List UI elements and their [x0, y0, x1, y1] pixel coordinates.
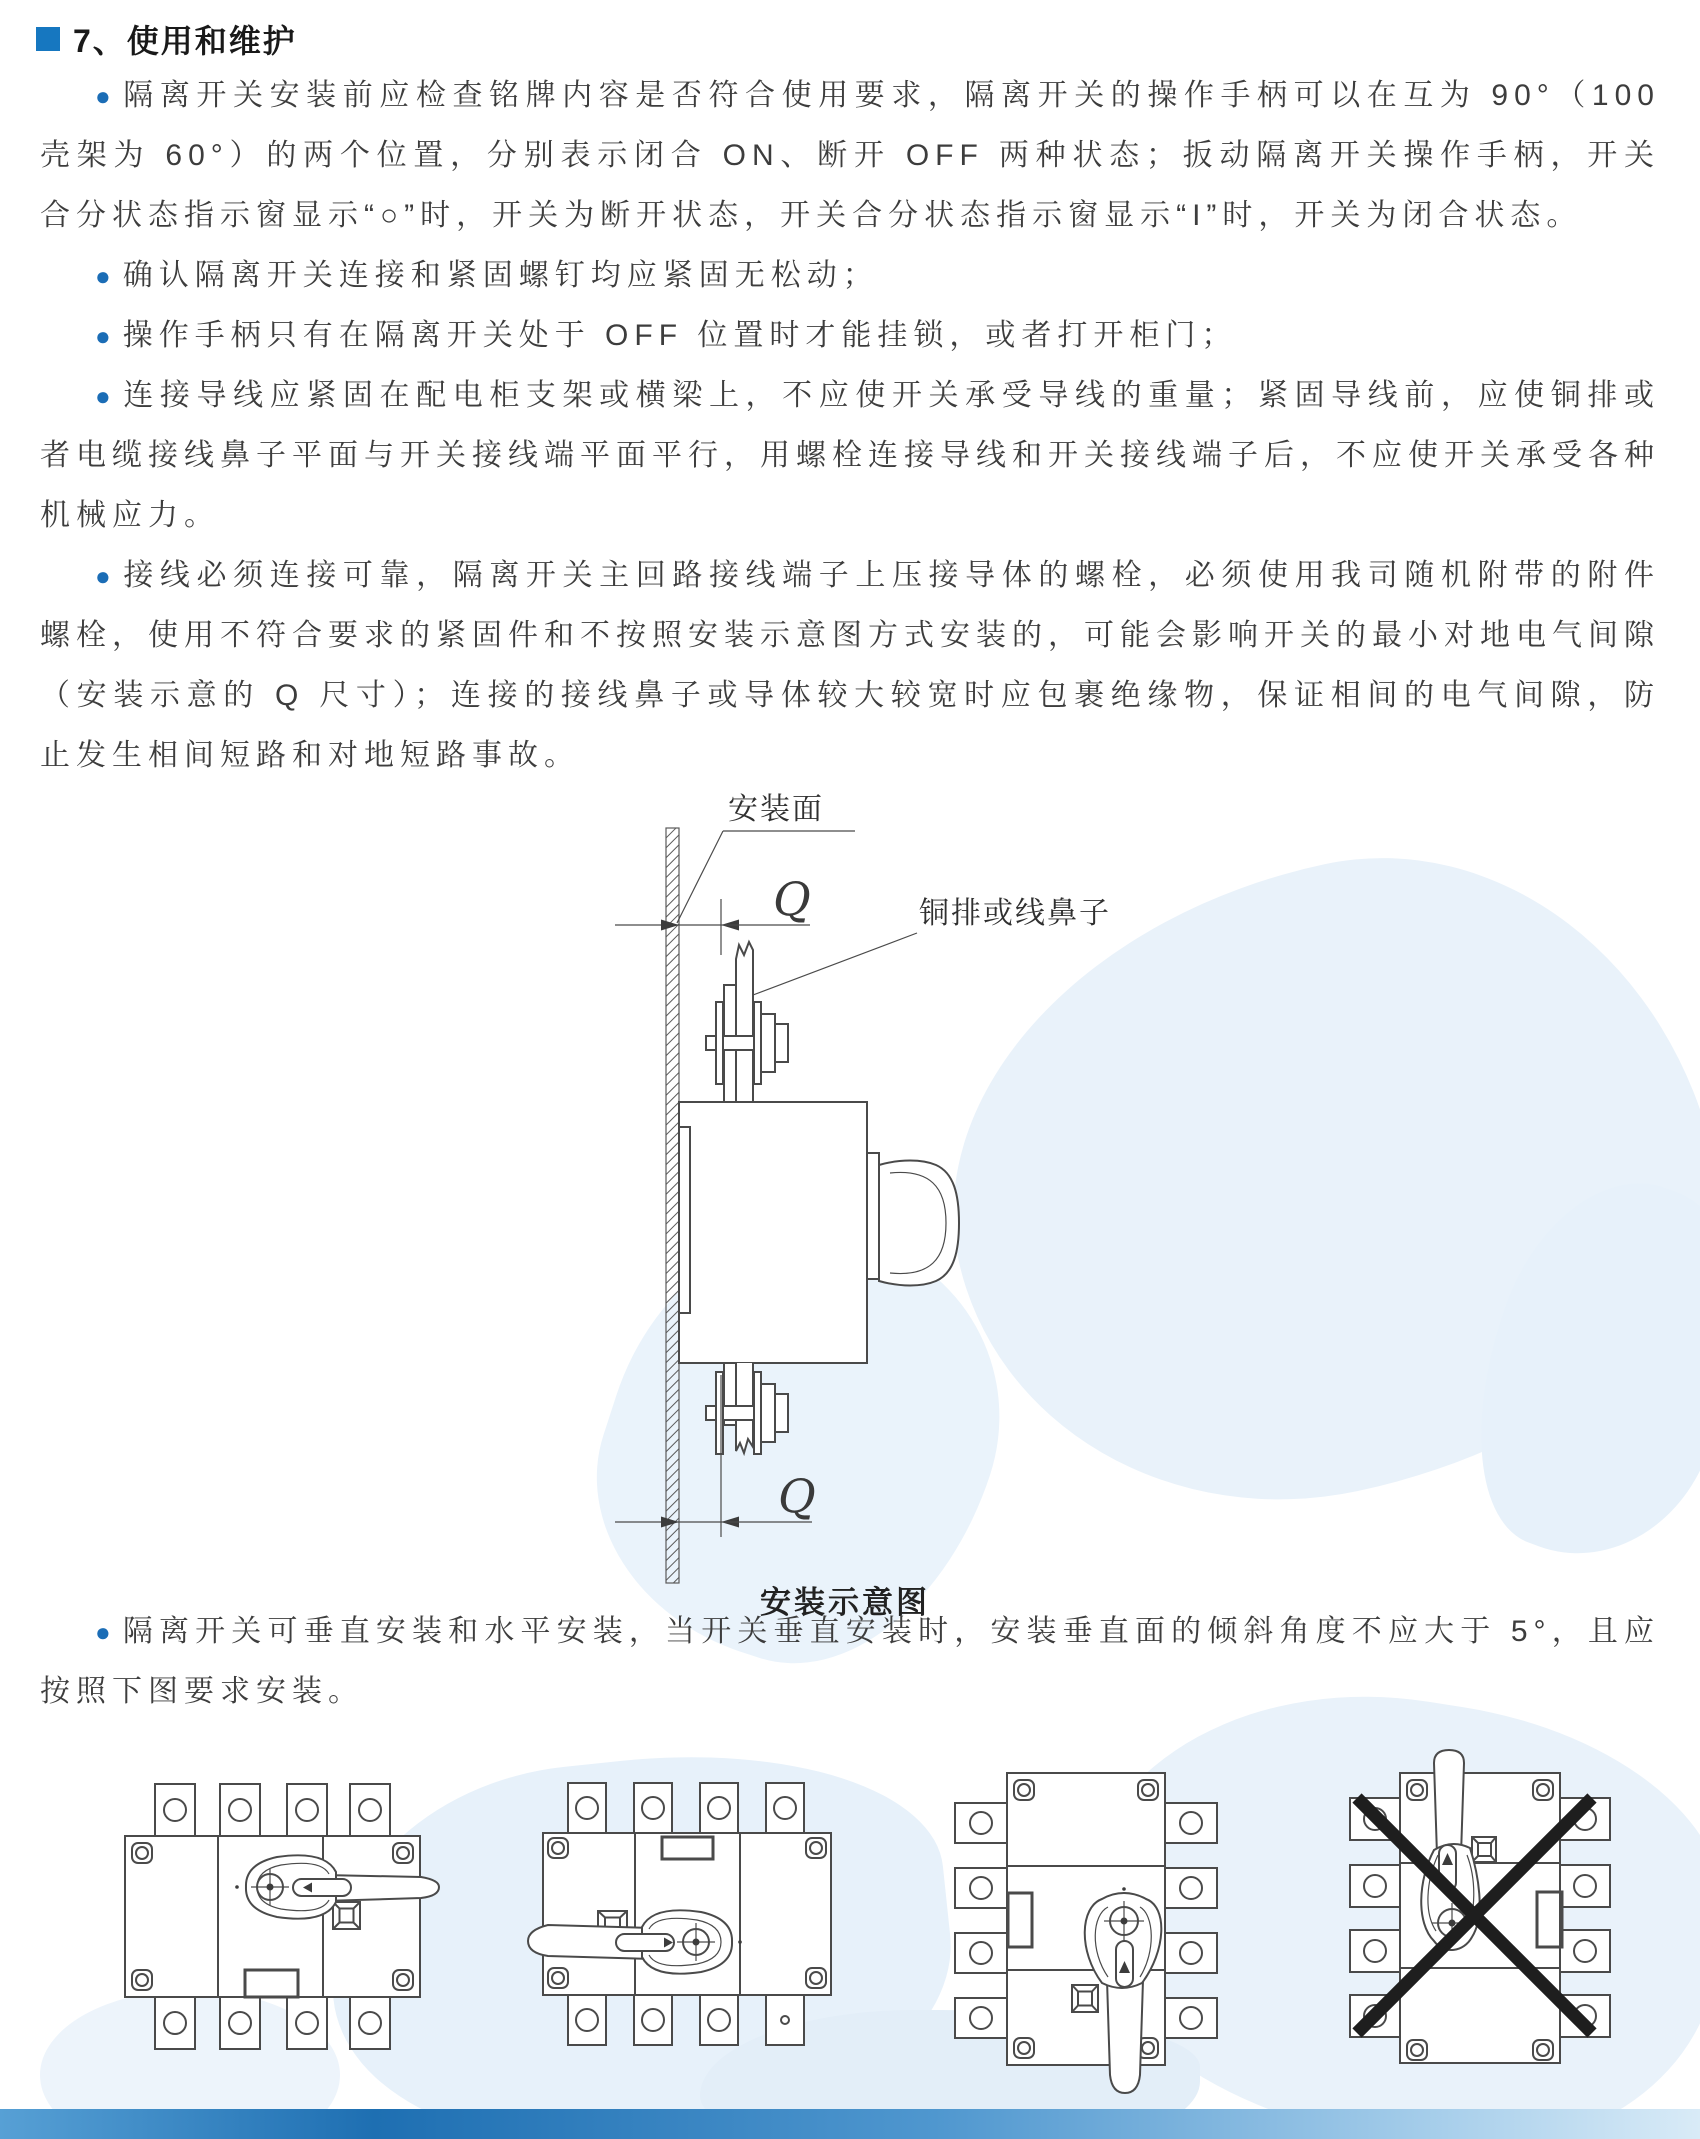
section-marker-icon — [36, 27, 60, 51]
bullet-paragraph — [40, 366, 1660, 546]
label-mounting-surface: 安装面 — [728, 793, 824, 826]
dimension-q-bottom: Q — [778, 1469, 816, 1523]
paragraph-text: 隔离开关安装前应检查铭牌内容是否符合使用要求，隔离开关的操作手柄可以在互为 90°（100 壳架为 60°）的两个位置，分别表示闭合 ON、断开 OFF 两种状态；扳动隔离开关操作手柄，开关合分状态指示窗显示“○”时，开关为断开状态，开关合分状态指示窗显示“I”时，开关为闭合状态。 — [40, 79, 1660, 232]
switch-horizontal-handle-left-icon — [520, 1780, 890, 2080]
bullet-paragraph — [40, 66, 1660, 246]
bullet-paragraph — [40, 306, 1660, 366]
switch-body — [679, 1102, 867, 1363]
switch-vertical-handle-up-prohibited-icon — [1330, 1745, 1680, 2075]
bullet-dot-icon: ● — [95, 81, 118, 111]
bullet-dot-icon: ● — [95, 561, 118, 591]
bullet-paragraph — [40, 546, 1660, 786]
paragraph-text: 操作手柄只有在隔离开关处于 OFF 位置时才能挂锁，或者打开柜门； — [122, 319, 1238, 352]
label-busbar-or-lug: 铜排或线鼻子 — [919, 897, 1111, 930]
body-text-block — [40, 1602, 1660, 1722]
switch-horizontal-handle-right-icon — [85, 1780, 465, 2080]
section-title: 7、使用和维护 — [73, 23, 297, 59]
installation-diagram — [560, 775, 1140, 1620]
paragraph-text: 接线必须连接可靠，隔离开关主回路接线端子上压接导体的螺栓，必须使用我司随机附带的附件螺栓，使用不符合要求的紧固件和不按照安装示意图方式安装的，可能会影响开关的最小对地电气间隙（安装示意的 Q 尺寸）；连接的接线鼻子或导体较大较宽时应包裹绝缘物，保证相间的电气间隙，防止发生相间短路和对地短路事故。 — [40, 559, 1660, 772]
paragraph-text: 确认隔离开关连接和紧固螺钉均应紧固无松动； — [122, 259, 879, 292]
bullet-dot-icon: ● — [95, 1617, 117, 1647]
diagram-caption: 安装示意图 — [760, 1585, 930, 1620]
bullet-dot-icon: ● — [95, 261, 117, 291]
bullet-paragraph — [40, 1602, 1660, 1722]
bullet-dot-icon: ● — [95, 381, 118, 411]
body-text-block — [40, 66, 1660, 786]
bullet-dot-icon: ● — [95, 321, 117, 351]
paragraph-text: 连接导线应紧固在配电柜支架或横梁上，不应使开关承受导线的重量；紧固导线前，应使铜排或者电缆接线鼻子平面与开关接线端平面平行，用螺栓连接导线和开关接线端子后，不应使开关承受各种机械应力。 — [40, 379, 1660, 532]
switch-handle — [867, 1153, 959, 1286]
switch-vertical-handle-down-icon — [950, 1755, 1240, 2100]
paragraph-text: 隔离开关可垂直安装和水平安装，当开关垂直安装时，安装垂直面的倾斜角度不应大于 5°，且应按照下图要求安装。 — [40, 1615, 1660, 1708]
bullet-paragraph — [40, 246, 1660, 306]
section-header — [36, 16, 297, 62]
mounting-wall — [666, 828, 679, 1583]
footer-bar — [0, 2109, 1700, 2139]
dimension-q-top: Q — [773, 872, 811, 926]
